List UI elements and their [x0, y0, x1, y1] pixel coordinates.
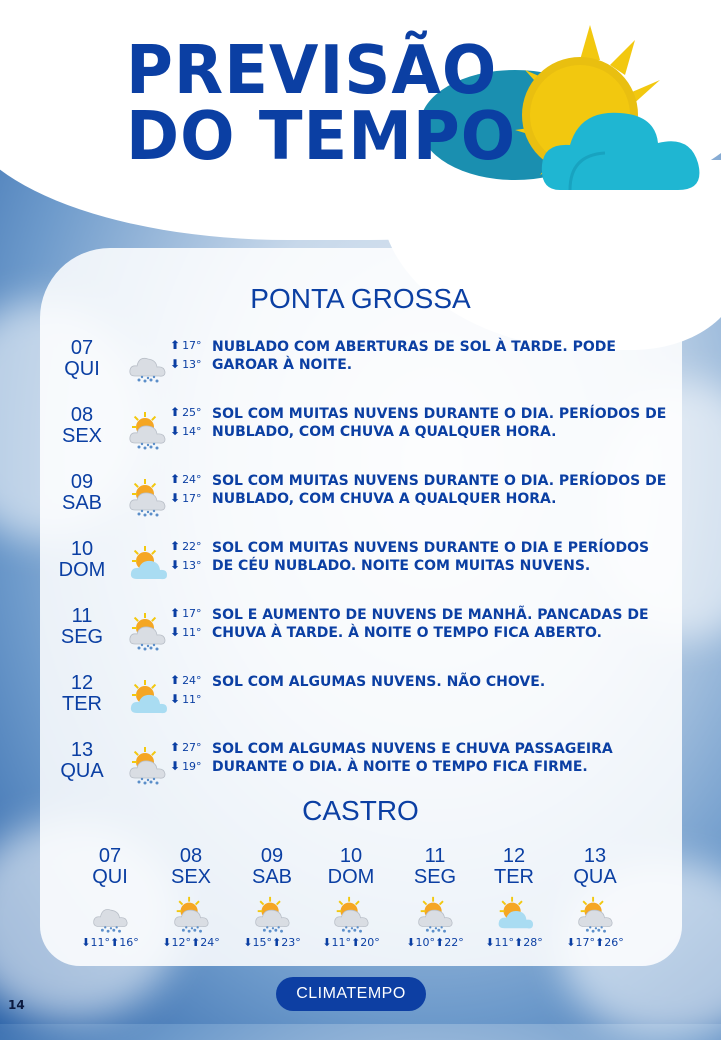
temp-min: 13° [182, 358, 202, 371]
day-number: 09 [260, 845, 284, 867]
castro-day-column [151, 846, 231, 949]
arrow-up-icon: ⬆ [170, 472, 181, 486]
forecast-description: SOL COM ALGUMAS NUVENS. NÃO CHOVE. [212, 674, 546, 690]
forecast-row [0, 470, 721, 530]
weekday: SEG [413, 866, 457, 888]
day-label [52, 673, 112, 715]
day-number: 11 [71, 605, 93, 627]
temp-min: 13° [182, 559, 202, 572]
castro-day-column [474, 846, 554, 949]
forecast-description: SOL E AUMENTO DE NUVENS DE MANHÃ. PANCADAS DE CHUVA À TARDE. À NOITE O TEMPO FICA ABERTO. [212, 607, 649, 641]
sun-rain-cloud-icon [413, 894, 457, 934]
temp-max: 17° [182, 339, 202, 352]
day-number: 12 [502, 845, 526, 867]
weekday: TER [62, 693, 102, 715]
temp-range: ⬇11°⬆16° [81, 936, 139, 949]
title-line-1: PREVISÃO [126, 32, 498, 110]
castro-day-column [555, 846, 635, 949]
forecast-row [0, 738, 721, 798]
arrow-down-icon: ⬇ [170, 357, 181, 371]
day-number: 13 [70, 739, 94, 761]
arrow-down-icon: ⬇ [170, 625, 181, 639]
arrow-down-icon: ⬇ [170, 424, 181, 438]
rain-cloud-icon [88, 894, 132, 934]
temp-min: 11° [182, 693, 202, 706]
temp-max: 24° [182, 674, 202, 687]
temp-range: ⬇10°⬆22° [406, 936, 464, 949]
temp-max: 22° [182, 540, 202, 553]
arrow-up-icon: ⬆ [170, 338, 181, 352]
temp-max: 25° [182, 406, 202, 419]
forecast-description: NUBLADO COM ABERTURAS DE SOL À TARDE. PODE GAROAR À NOITE. [212, 339, 616, 373]
weekday: DOM [58, 559, 106, 581]
day-number: 11 [424, 845, 446, 867]
temp-range: ⬇12°⬆24° [162, 936, 220, 949]
temps [170, 470, 210, 508]
day-label [52, 338, 112, 380]
sun-rain-cloud-icon [573, 894, 617, 934]
page-title [126, 32, 546, 176]
arrow-down-icon: ⬇ [170, 692, 181, 706]
day-label [52, 405, 112, 447]
forecast-description: SOL COM ALGUMAS NUVENS E CHUVA PASSAGEIRA DURANTE O DIA. À NOITE O TEMPO FICA FIRME. [212, 741, 613, 775]
weekday: DOM [327, 866, 375, 888]
temps [170, 604, 210, 642]
castro-day-column [70, 846, 150, 949]
sun-rain-cloud-icon [125, 476, 169, 516]
arrow-down-icon: ⬇ [170, 558, 181, 572]
title-line-2: DO TEMPO [126, 98, 517, 176]
castro-day-column [232, 846, 312, 949]
city-title-castro: CASTRO [302, 795, 419, 826]
castro-day-column [311, 846, 391, 949]
sun-rain-cloud-icon [125, 610, 169, 650]
rain-cloud-icon [125, 342, 169, 382]
day-number: 13 [583, 845, 607, 867]
weekday: SAB [251, 866, 293, 888]
temp-range: ⬇17°⬆26° [566, 936, 624, 949]
temps [170, 403, 210, 441]
day-number: 08 [70, 404, 94, 426]
temp-range: ⬇11°⬆20° [322, 936, 380, 949]
temp-min: 14° [182, 425, 202, 438]
sun-rain-cloud-icon [169, 894, 213, 934]
weekday: QUI [64, 358, 100, 380]
arrow-up-icon: ⬆ [170, 740, 181, 754]
source-badge: CLIMATEMPO [276, 977, 426, 1011]
temp-min: 19° [182, 760, 202, 773]
day-label [52, 606, 112, 648]
forecast-row [0, 604, 721, 664]
arrow-up-icon: ⬆ [170, 539, 181, 553]
arrow-up-icon: ⬆ [170, 405, 181, 419]
temps [170, 738, 210, 776]
forecast-description: SOL COM MUITAS NUVENS DURANTE O DIA E PERÍODOS DE CÉU NUBLADO. NOITE COM MUITAS NUVENS. [212, 540, 650, 574]
castro-day-column [395, 846, 475, 949]
temps [170, 336, 210, 374]
day-number: 12 [70, 672, 94, 694]
day-number: 10 [339, 845, 363, 867]
forecast-row [0, 336, 721, 396]
sun-rain-cloud-icon [125, 744, 169, 784]
sun-cloud-icon [492, 894, 536, 934]
sun-rain-cloud-icon [329, 894, 373, 934]
temp-range: ⬇11°⬆28° [485, 936, 543, 949]
arrow-down-icon: ⬇ [170, 759, 181, 773]
weekday: SEX [170, 866, 212, 888]
forecast-row [0, 671, 721, 731]
arrow-up-icon: ⬆ [170, 673, 181, 687]
weekday: QUA [573, 866, 617, 888]
day-number: 09 [70, 471, 94, 493]
weekday: SEX [61, 425, 103, 447]
temp-max: 27° [182, 741, 202, 754]
temp-min: 11° [182, 626, 202, 639]
arrow-down-icon: ⬇ [170, 491, 181, 505]
temp-min: 17° [182, 492, 202, 505]
forecast-description: SOL COM MUITAS NUVENS DURANTE O DIA. PERÍODOS DE NUBLADO, COM CHUVA A QUALQUER HORA. [212, 406, 667, 440]
page-number: 14 [8, 998, 25, 1012]
day-number: 07 [70, 337, 94, 359]
forecast-row [0, 403, 721, 463]
weekday: SEG [60, 626, 104, 648]
weekday: QUI [92, 866, 128, 888]
temps [170, 671, 210, 709]
weekday: TER [494, 866, 534, 888]
temp-range: ⬇15°⬆23° [243, 936, 301, 949]
day-label [52, 740, 112, 782]
weekday: SAB [61, 492, 103, 514]
temps [170, 537, 210, 575]
arrow-up-icon: ⬆ [170, 606, 181, 620]
sun-cloud-icon [125, 677, 169, 717]
day-number: 10 [70, 538, 94, 560]
sun-rain-cloud-icon [250, 894, 294, 934]
temp-max: 24° [182, 473, 202, 486]
city-title-ponta-grossa: PONTA GROSSA [250, 283, 471, 314]
day-number: 07 [98, 845, 122, 867]
day-label [52, 539, 112, 581]
day-number: 08 [179, 845, 203, 867]
forecast-description: SOL COM MUITAS NUVENS DURANTE O DIA. PERÍODOS DE NUBLADO, COM CHUVA A QUALQUER HORA. [212, 473, 667, 507]
weekday: QUA [60, 760, 104, 782]
day-label [52, 472, 112, 514]
forecast-row [0, 537, 721, 597]
sun-rain-cloud-icon [125, 409, 169, 449]
sun-cloud-icon [125, 543, 169, 583]
temp-max: 17° [182, 607, 202, 620]
